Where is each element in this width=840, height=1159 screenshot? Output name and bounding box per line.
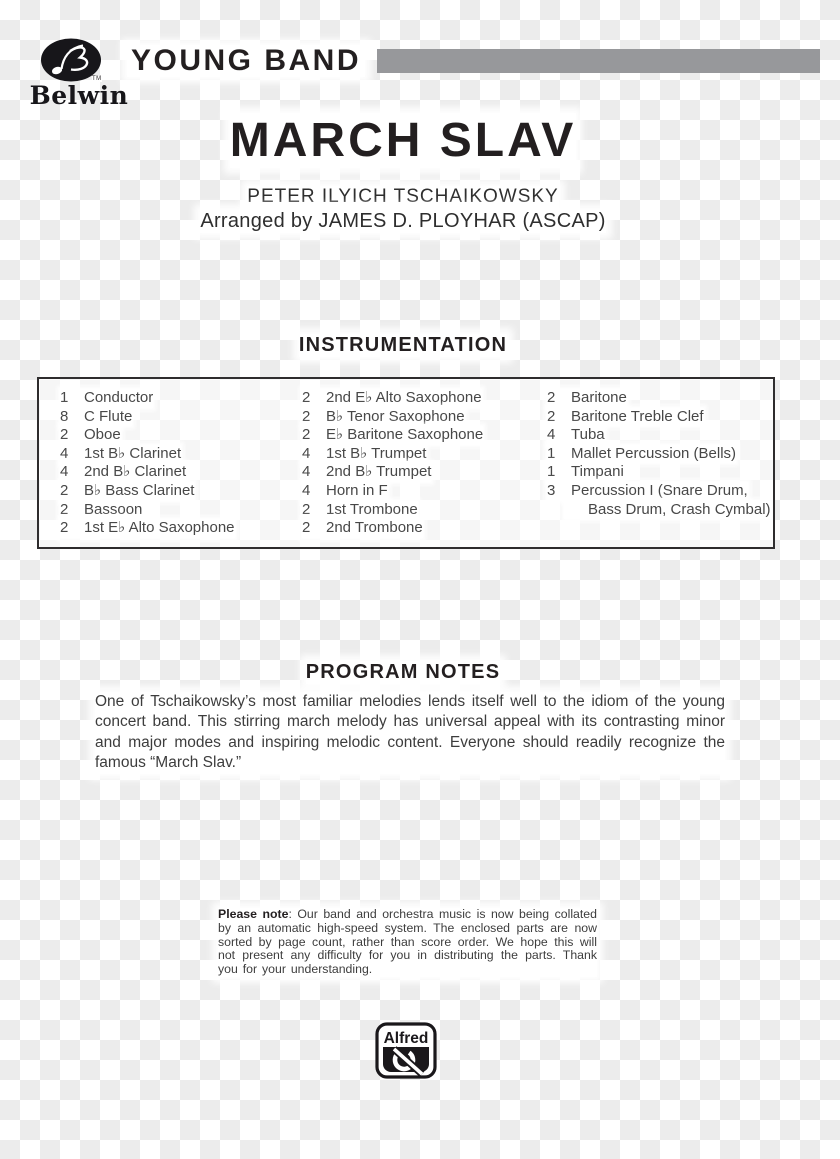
instrument-name: B♭ Bass Clarinet [84,481,195,499]
instrument-row [60,445,302,464]
instrument-name: Timpani [571,463,624,481]
instrument-row [547,445,772,464]
instrument-name: 1st E♭ Alto Saxophone [84,519,235,537]
belwin-logo [14,34,144,110]
instrument-name: Percussion I (Snare Drum, [571,481,748,499]
series-banner [127,44,820,78]
composer-line: PETER ILYICH TSCHAIKOWSKY [247,186,559,207]
instrument-name: Bassoon [84,500,143,518]
instrument-name: 2nd B♭ Clarinet [84,463,187,481]
instrument-qty: 1 [547,444,556,462]
instrument-name: 1st Trombone [326,500,418,518]
instrument-name: Mallet Percussion (Bells) [571,444,737,462]
alfred-logo-text: Alfred [383,1030,429,1047]
instrument-qty: 2 [60,481,69,499]
instrument-row [547,408,772,427]
instrument-name: 1st B♭ Clarinet [84,444,182,462]
instrument-qty: 4 [60,463,69,481]
instrument-qty: 3 [547,481,556,499]
instrument-qty: 2 [302,500,311,518]
instrument-name: C Flute [84,407,133,425]
instrumentation-box [37,377,775,549]
instrument-row [547,463,772,482]
instrument-row [547,482,772,501]
instrumentation-heading: INSTRUMENTATION [298,334,508,356]
instrument-qty: 1 [547,463,556,481]
instrument-name: Baritone [571,389,627,406]
instrument-row [302,408,547,427]
notice-text: : Our band and orchestra music is now being collated by an automatic high-speed system. The enclosed parts are now sorted by page count, rather than score order. We hope this will not present any difficulty for you in distributing the parts. Thank you for your understanding. [218,907,597,977]
instrument-row [302,519,547,538]
program-notes-text: One of Tschaikowsky’s most familiar melodies lends itself well to the idiom of the young concert band. This stirring march melody has universal appeal with its contrasting minor and major modes and inspiring melodic content. Everyone should readily recognize the famous “March Slav.” [95,692,725,774]
instrument-row [302,445,547,464]
instrument-qty: 8 [60,407,69,425]
instrument-qty: 2 [60,500,69,518]
collation-notice [218,908,597,977]
instrument-row [547,426,772,445]
publisher-name: Belwin [29,81,129,110]
instrument-name: 2nd Trombone [326,519,423,537]
instrument-row [302,501,547,520]
instrument-qty: 2 [302,426,311,444]
instrument-qty: 2 [547,389,556,406]
instrument-qty: 2 [302,389,311,406]
program-notes-heading: PROGRAM NOTES [305,661,501,683]
instrument-row [547,501,772,520]
instrument-name: Horn in F [326,481,388,499]
instrument-qty: 2 [60,519,69,537]
trademark-symbol: TM [92,76,102,82]
instrument-name: Tuba [571,426,605,444]
instrument-name: 2nd E♭ Alto Saxophone [326,389,482,406]
instrument-row [302,426,547,445]
instrument-row [547,389,772,408]
page-title: MARCH SLAV [229,114,577,167]
instrument-name: 2nd B♭ Trumpet [326,463,432,481]
instrument-name: 1st B♭ Trumpet [326,444,427,462]
instrument-qty: 4 [60,444,69,462]
instrument-row [60,426,302,445]
notice-label: Please note [218,907,289,921]
instrument-qty: 2 [302,519,311,537]
series-bar [377,49,820,73]
instrument-qty: 4 [302,444,311,462]
instrument-name: Conductor [84,389,154,406]
instrument-name: Oboe [84,426,121,444]
instrument-row [60,501,302,520]
instrument-qty: 2 [302,407,311,425]
instrument-qty [564,501,588,520]
instrumentation-column [547,389,772,519]
instrument-row [60,482,302,501]
alfred-logo [375,1022,437,1079]
instrument-qty: 4 [302,481,311,499]
instrument-row [60,408,302,427]
instrumentation-column [60,389,302,538]
instrument-qty: 1 [60,389,69,406]
instrument-qty: 4 [547,426,556,444]
instrument-name: E♭ Baritone Saxophone [326,426,484,444]
instrument-row [60,389,302,408]
instrument-row [302,482,547,501]
instrument-qty: 4 [302,463,311,481]
series-label: YOUNG BAND [127,45,365,77]
instrument-row [60,463,302,482]
arranger-line: Arranged by JAMES D. PLOYHAR (ASCAP) [200,210,606,232]
instrument-row [60,519,302,538]
instrument-name: Baritone Treble Clef [571,407,704,425]
instrument-qty: 2 [60,426,69,444]
instrument-row [302,463,547,482]
instrumentation-column [302,389,547,538]
instrument-name: B♭ Tenor Saxophone [326,407,465,425]
instrument-row [302,389,547,408]
instrument-name: Bass Drum, Crash Cymbal) [588,500,771,518]
instrument-qty: 2 [547,407,556,425]
